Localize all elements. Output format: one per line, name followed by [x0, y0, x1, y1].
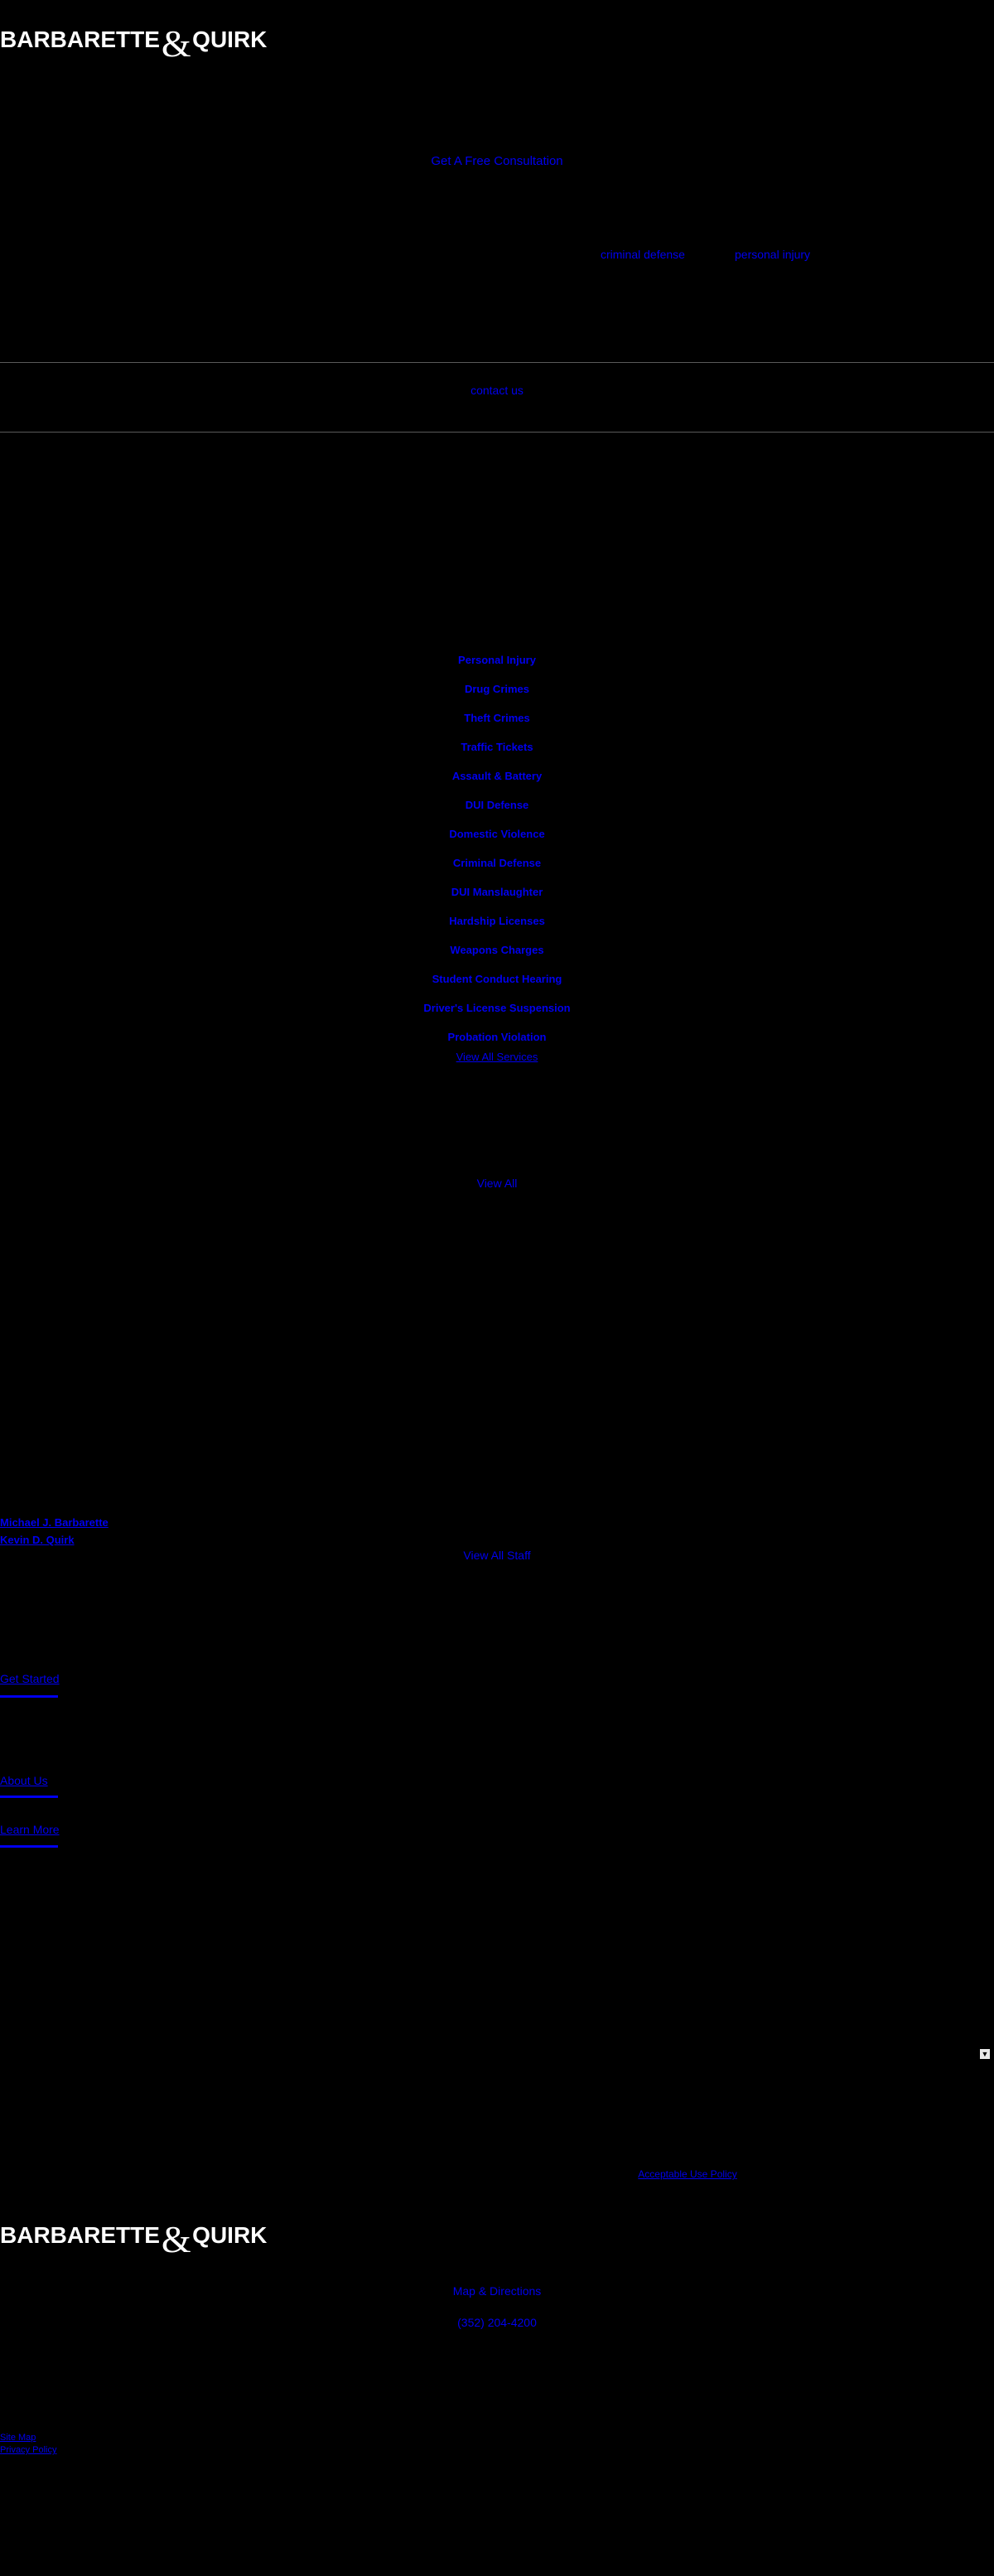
info-block-learn-more-rule — [0, 1845, 58, 1848]
chevron-down-glyph: ▼ — [981, 2049, 989, 2058]
service-link-dui-manslaughter[interactable]: DUI Manslaughter — [451, 886, 543, 898]
logo-word-first: BARBARETTE — [0, 27, 160, 53]
footer-logo-word-first: BARBARETTE — [0, 2222, 160, 2249]
service-link-hardship-licenses[interactable]: Hardship Licenses — [449, 915, 545, 927]
service-link-drug-crimes[interactable]: Drug Crimes — [464, 683, 530, 695]
footer-logo-ampersand: & — [161, 2218, 191, 2260]
chevron-down-icon[interactable] — [979, 2048, 991, 2060]
logo-word-second: QUIRK — [192, 27, 268, 53]
service-link-student-conduct-hearing[interactable]: Student Conduct Hearing — [432, 973, 562, 985]
service-link-criminal-defense[interactable]: Criminal Defense — [452, 857, 542, 869]
info-block-get-started-title[interactable]: Get Started — [0, 1672, 60, 1685]
free-consultation-button[interactable]: Get A Free Consultation — [431, 154, 563, 168]
service-link-dui-defense[interactable]: DUI Defense — [465, 799, 529, 811]
service-link-traffic-tickets[interactable]: Traffic Tickets — [461, 741, 533, 753]
service-link-drivers-license-suspension[interactable]: Driver's License Suspension — [423, 1002, 571, 1014]
service-link-personal-injury[interactable]: Personal Injury — [458, 654, 536, 666]
privacy-policy-link[interactable]: Privacy Policy — [0, 2445, 57, 2455]
view-all-services-link[interactable]: View All Services — [456, 1051, 538, 1063]
view-all-staff-link[interactable]: View All Staff — [463, 1549, 531, 1562]
logo-ampersand: & — [161, 22, 191, 65]
tab-personal-injury[interactable]: personal injury — [735, 248, 811, 261]
phone-number-link[interactable]: (352) 204-4200 — [457, 2316, 537, 2329]
site-logo-header[interactable] — [0, 22, 268, 65]
info-block-get-started-rule — [0, 1695, 58, 1698]
service-link-weapons-charges[interactable]: Weapons Charges — [450, 944, 544, 956]
divider-bottom — [0, 432, 994, 433]
service-link-theft-crimes[interactable]: Theft Crimes — [464, 712, 530, 724]
tab-criminal-defense[interactable]: criminal defense — [601, 248, 685, 261]
service-link-probation-violation[interactable]: Probation Violation — [447, 1031, 547, 1043]
contact-us-link[interactable]: contact us — [470, 384, 524, 397]
service-link-domestic-violence[interactable]: Domestic Violence — [449, 828, 545, 840]
divider-top — [0, 362, 994, 363]
service-link-assault-battery[interactable]: Assault & Battery — [451, 770, 543, 782]
info-block-learn-more-title[interactable]: Learn More — [0, 1823, 60, 1836]
info-block-about-us-rule — [0, 1795, 58, 1798]
map-and-directions-link[interactable]: Map & Directions — [452, 2284, 542, 2298]
attorney-link-kevin-quirk[interactable]: Kevin D. Quirk — [0, 1534, 75, 1546]
view-all-results-link[interactable]: View All — [476, 1177, 518, 1190]
site-logo-footer[interactable] — [0, 2218, 268, 2260]
footer-logo-word-second: QUIRK — [192, 2222, 268, 2249]
attorney-link-michael-barbarette[interactable]: Michael J. Barbarette — [0, 1516, 109, 1529]
info-block-about-us-title[interactable]: About Us — [0, 1774, 48, 1787]
site-map-link[interactable]: Site Map — [0, 2433, 36, 2443]
acceptable-use-policy-link[interactable]: Acceptable Use Policy — [638, 2168, 737, 2180]
